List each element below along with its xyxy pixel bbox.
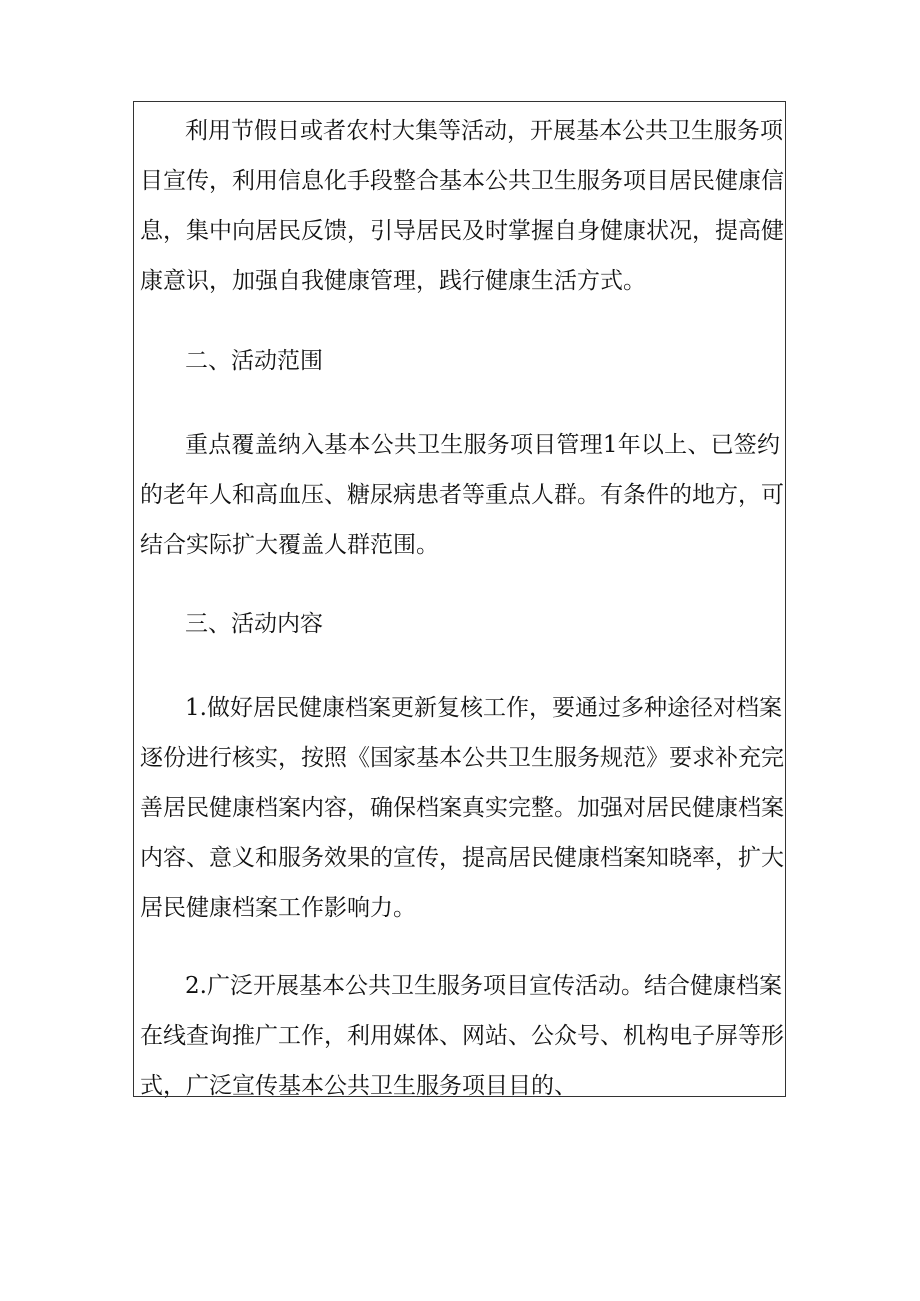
section-heading-content: 三、活动内容 [185,611,323,637]
item-1-line-3: 善居民健康档案内容，确保档案真实完整。加强对居民健康档案 [140,795,784,821]
item-2-line-1: 2.广泛开展基本公共卫生服务项目宣传活动。结合健康档案 [185,973,782,999]
item-2-line-2: 在线查询推广工作，利用媒体、网站、公众号、机构电子屏等形 [140,1023,784,1049]
item-1-line-2: 逐份进行核实，按照《国家基本公共卫生服务规范》要求补充完 [140,745,784,771]
paragraph-2-line-1: 重点覆盖纳入基本公共卫生服务项目管理1年以上、已签约 [185,432,780,458]
item-2-line-3: 式，广泛宣传基本公共卫生服务项目目的、 [140,1073,577,1099]
paragraph-2-line-2: 的老年人和高血压、糖尿病患者等重点人群。有条件的地方，可 [140,482,784,508]
paragraph-1-line-1: 利用节假日或者农村大集等活动，开展基本公共卫生服务项 [185,118,783,144]
item-1-line-1: 1.做好居民健康档案更新复核工作，要通过多种途径对档案 [185,695,782,721]
paragraph-1-line-4: 康意识，加强自我健康管理，践行健康生活方式。 [140,268,646,294]
item-1-line-5: 居民健康档案工作影响力。 [140,895,416,921]
section-heading-scope: 二、活动范围 [185,348,323,374]
item-1-line-4: 内容、意义和服务效果的宣传，提高居民健康档案知晓率，扩大 [140,845,784,871]
paragraph-1-line-2: 目宣传，利用信息化手段整合基本公共卫生服务项目居民健康信 [140,168,784,194]
paragraph-2-line-3: 结合实际扩大覆盖人群范围。 [140,532,439,558]
paragraph-1-line-3: 息，集中向居民反馈，引导居民及时掌握自身健康状况，提高健 [140,218,784,244]
document-frame [133,101,786,1097]
